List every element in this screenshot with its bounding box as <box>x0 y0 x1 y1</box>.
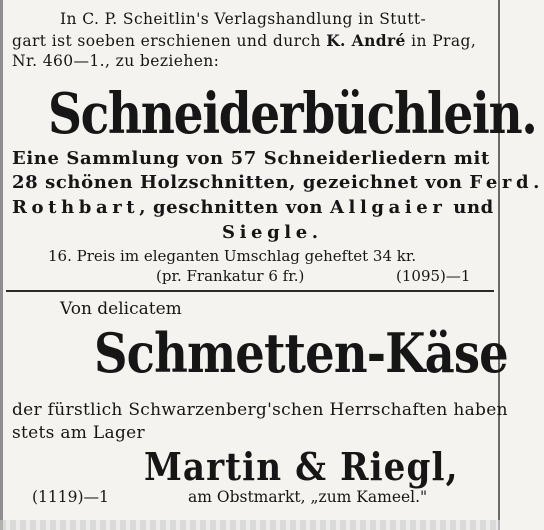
ad1-illustrator-last: Rothbart <box>12 197 140 218</box>
ad2-title: Schmetten-Käse <box>94 321 508 385</box>
ad1-engraver-1: Allgaier <box>329 197 447 218</box>
ad2-merchant-name: Martin & Riegl, <box>144 444 459 489</box>
ad1-intro-line-1: In C. P. Scheitlin's Verlagshandlung in Stutt- <box>60 10 427 28</box>
ad1-reference-number: (1095)—1 <box>396 267 471 285</box>
ad1-engraver-2: Siegle. <box>222 222 323 243</box>
ad1-illustrator-first: Ferd. <box>469 172 544 193</box>
ad1-desc-line-3 <box>12 199 494 217</box>
ad1-desc-text: 28 schönen Holzschnitten, gezeichnet von <box>12 172 470 193</box>
ad1-title: Schneiderbüchlein. <box>48 81 537 147</box>
ad1-intro-location: in Prag, <box>405 32 477 50</box>
ad1-desc-line-2 <box>12 174 544 192</box>
ad1-postage-line: (pr. Frankatur 6 fr.) <box>156 267 305 285</box>
scan-edge-right <box>498 0 500 530</box>
ad1-desc-cutter-text: , geschnitten von <box>139 197 330 218</box>
ad1-distributor-name: K. André <box>326 31 406 50</box>
ad1-desc-line-1: Eine Sammlung von 57 Schneiderliedern mit <box>12 148 490 169</box>
bleed-through-strip <box>0 520 500 530</box>
scan-edge-left <box>0 0 3 530</box>
ad2-body-line-1: der fürstlich Schwarzenberg'schen Herrschaften haben <box>12 400 508 420</box>
ad1-intro-text: gart ist soeben erschienen und durch <box>12 32 327 50</box>
ad2-subtitle: Von delicatem <box>60 299 182 319</box>
ad2-address: am Obstmarkt, „zum Kameel." <box>188 488 428 506</box>
ad1-desc-and: und <box>446 197 494 218</box>
ad1-intro-line-3: Nr. 460—1., zu beziehen: <box>12 52 220 70</box>
ad2-reference-number: (1119)—1 <box>32 488 109 506</box>
section-divider <box>6 290 494 292</box>
ad1-price-line: 16. Preis im eleganten Umschlag geheftet 34 kr. <box>48 247 417 265</box>
ad1-intro-line-2 <box>12 33 476 50</box>
ad2-body-line-2: stets am Lager <box>12 423 145 443</box>
